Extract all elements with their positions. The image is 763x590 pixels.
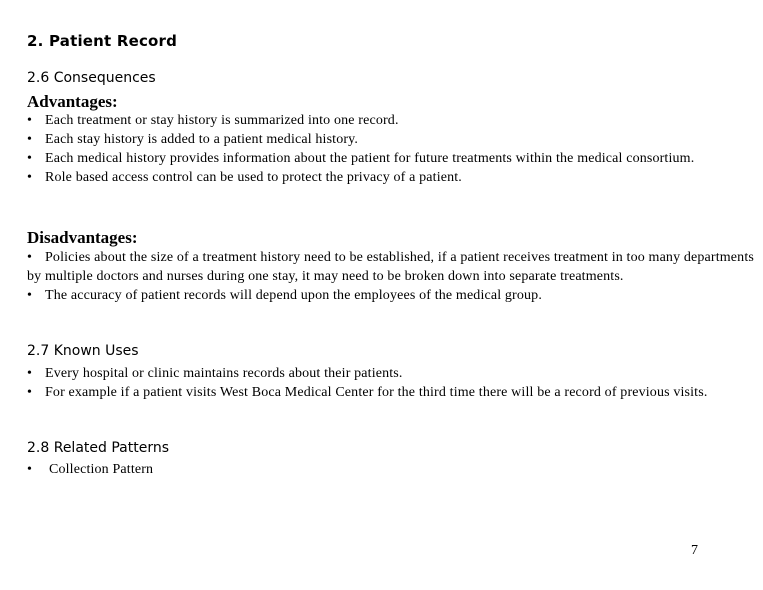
list-item: • Policies about the size of a treatment history need to be established, if a patient receives treatment in too many departments by multiple doctors and nurses during one stay, it may need to be broken down into separate treatments. — [27, 250, 754, 284]
known-uses-list — [27, 364, 751, 402]
list-item: • The accuracy of patient records will depend upon the employees of the medical group. — [27, 288, 542, 303]
bullet-icon: • — [27, 385, 33, 400]
consequences-heading: 2.6 Consequences — [27, 70, 156, 86]
bullet-icon: • — [27, 170, 33, 185]
list-item: • Each medical history provides information about the patient for future treatments within the medical consortium. — [27, 151, 695, 166]
bullet-icon: • — [27, 250, 33, 265]
bullet-icon: • — [27, 132, 33, 147]
advantages-list — [27, 111, 751, 187]
list-item: • Every hospital or clinic maintains records about their patients. — [27, 366, 403, 381]
disadvantages-heading: Disadvantages: — [27, 228, 138, 247]
related-patterns-list — [27, 460, 751, 479]
page-number: 7 — [691, 543, 698, 558]
list-item: • Each treatment or stay history is summarized into one record. — [27, 113, 399, 128]
bullet-icon: • — [27, 151, 33, 166]
bullet-icon: • — [27, 366, 33, 381]
list-item: • Each stay history is added to a patient medical history. — [27, 132, 359, 147]
page-title: 2. Patient Record — [27, 32, 178, 50]
list-item: • Role based access control can be used to protect the privacy of a patient. — [27, 170, 462, 185]
related-patterns-heading: 2.8 Related Patterns — [27, 440, 169, 456]
known-uses-heading: 2.7 Known Uses — [27, 343, 139, 359]
bullet-icon: • — [27, 113, 33, 128]
advantages-heading: Advantages: — [27, 92, 118, 111]
disadvantages-list — [27, 248, 754, 305]
list-item: • For example if a patient visits West Boca Medical Center for the third time there will be a record of previous visits. — [27, 385, 708, 400]
bullet-icon: • — [27, 462, 33, 477]
list-item: • Collection Pattern — [27, 462, 154, 477]
bullet-icon: • — [27, 288, 33, 303]
